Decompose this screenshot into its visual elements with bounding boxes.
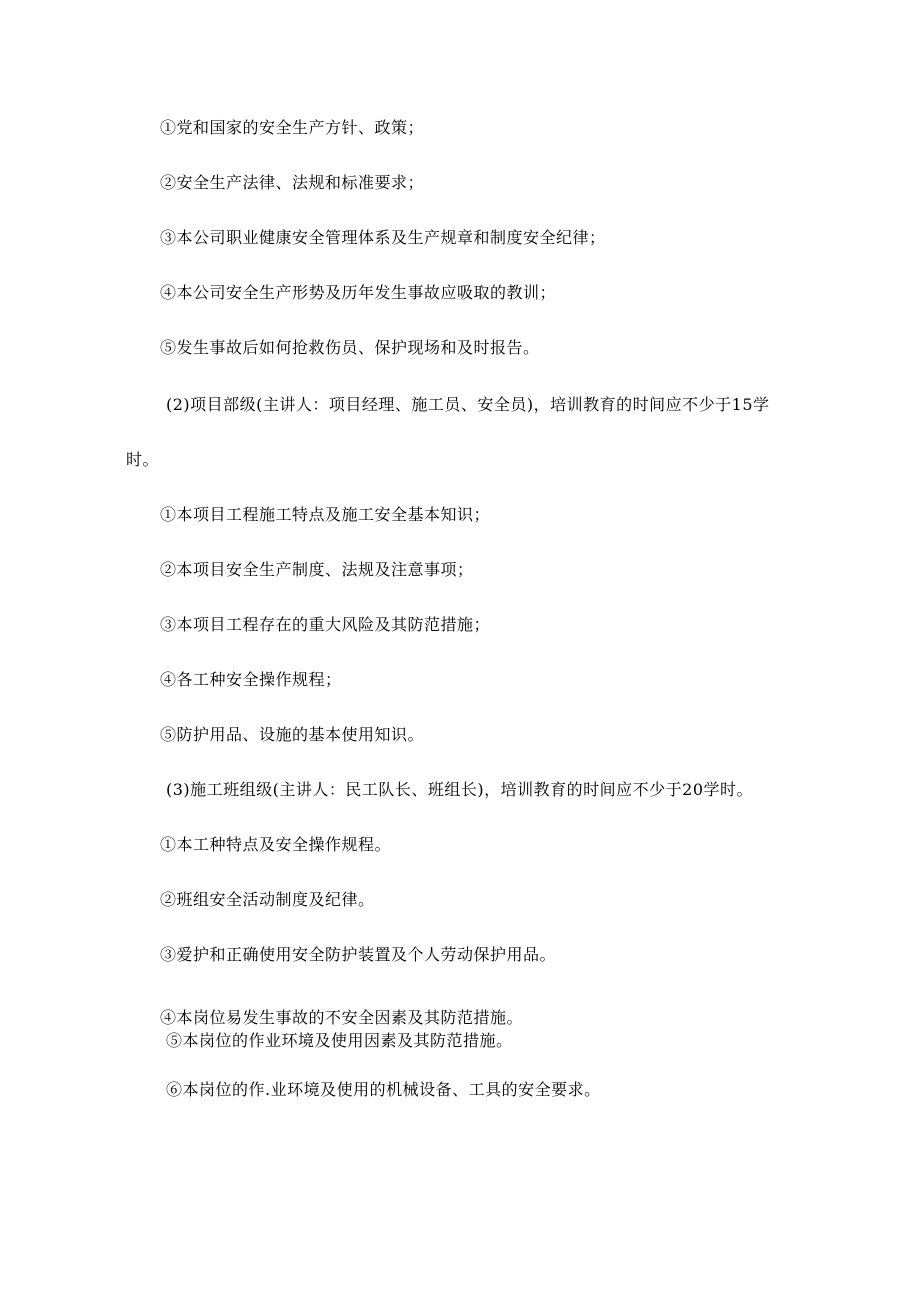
paragraph-line: ⑥本岗位的作.业环境及使用的机械设备、工具的安全要求。 — [166, 1080, 601, 1099]
paragraph-line: ②班组安全活动制度及纪律。 — [160, 890, 375, 909]
paragraph-line: ⑤发生事故后如何抢救伤员、保护现场和及时报告。 — [160, 338, 540, 357]
paragraph-line: ④本岗位易发生事故的不安全因素及其防范措施。 — [160, 1008, 524, 1027]
paragraph-line: ③本公司职业健康安全管理体系及生产规章和制度安全纪律； — [160, 228, 606, 247]
paragraph-line: ①党和国家的安全生产方针、政策； — [160, 118, 425, 137]
paragraph-line: ②本项目安全生产制度、法规及注意事项； — [160, 560, 474, 579]
paragraph-line: ②安全生产法律、法规和标准要求； — [160, 173, 425, 192]
paragraph-line: ①本项目工程施工特点及施工安全基本知识； — [160, 505, 491, 524]
section-heading: (2)项目部级(主讲人：项目经理、施工员、安全员)，培训教育的时间应不少于15学 — [166, 395, 770, 414]
paragraph-line: ③本项目工程存在的重大风险及其防范措施； — [160, 615, 491, 634]
paragraph-line: 时。 — [126, 450, 160, 469]
paragraph-line: ④本公司安全生产形势及历年发生事故应吸取的教训； — [160, 283, 557, 302]
paragraph-line: ⑤本岗位的作业环境及使用因素及其防范措施。 — [166, 1031, 513, 1050]
section-heading: (3)施工班组级(主讲人：民工队长、班组长)，培训教育的时间应不少于20学时。 — [166, 780, 754, 799]
paragraph-line: ⑤防护用品、设施的基本使用知识。 — [160, 725, 425, 744]
paragraph-line: ③爱护和正确使用安全防护装置及个人劳动保护用品。 — [160, 945, 557, 964]
paragraph-line: ①本工种特点及安全操作规程。 — [160, 835, 392, 854]
paragraph-line: ④各工种安全操作规程； — [160, 670, 342, 689]
